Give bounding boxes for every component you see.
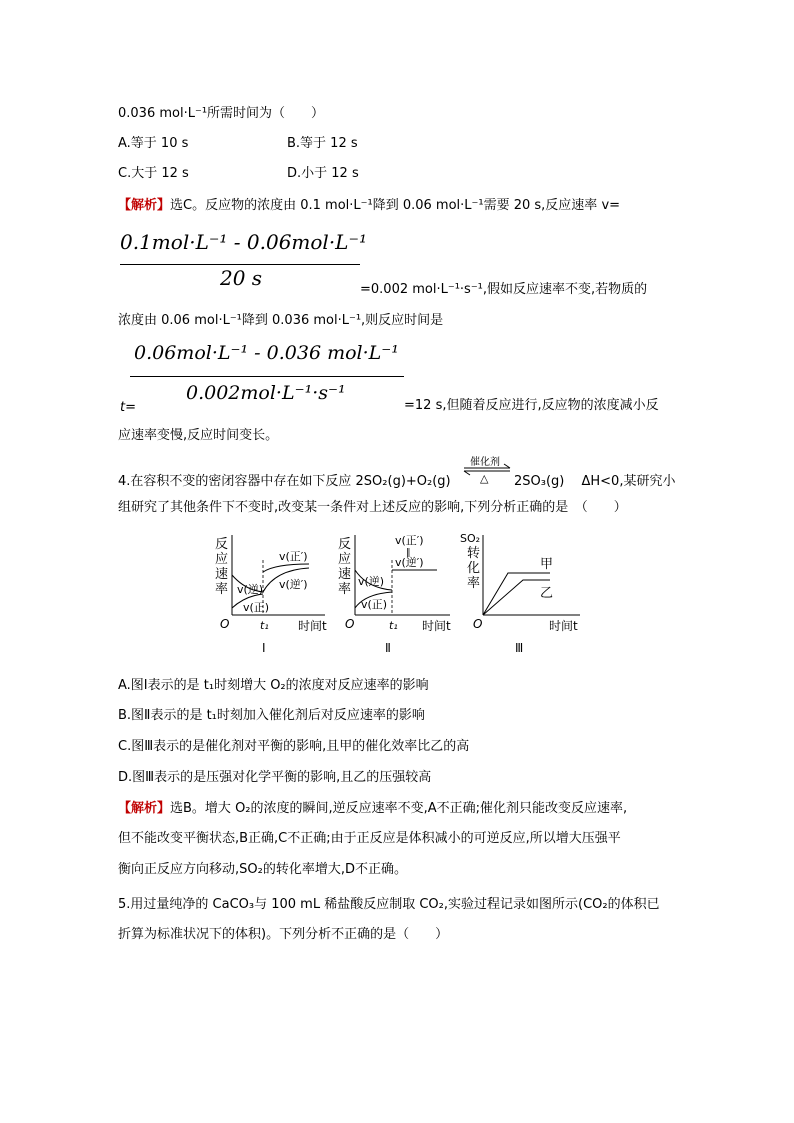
reversible-arrow bbox=[462, 453, 514, 493]
g1-v-fwd2: v(正′) bbox=[279, 550, 308, 563]
q4-option-d: D.图Ⅲ表示的是压强对化学平衡的影响,且乙的压强较高 bbox=[118, 770, 432, 785]
g1-v-rev2: v(逆′) bbox=[279, 578, 308, 591]
graph-2 bbox=[338, 534, 451, 655]
g2-eq: ‖ bbox=[406, 548, 411, 558]
g2-v-rev: v(逆) bbox=[358, 575, 385, 588]
q5-stem-line1: 5.用过量纯净的 CaCO₃与 100 mL 稀盐酸反应制取 CO₂,实验过程记录如图所示(CO₂的体积已 bbox=[118, 897, 660, 912]
q3-analysis-line5: 应速率变慢,反应时间变长。 bbox=[118, 428, 279, 443]
g1-fwd2-curve bbox=[263, 564, 309, 572]
g1-ylabel-1: 应 bbox=[215, 552, 229, 567]
q4-option-c: C.图Ⅲ表示的是催化剂对平衡的影响,且甲的催化效率比乙的高 bbox=[118, 739, 470, 754]
g2-roman: Ⅱ bbox=[385, 641, 391, 655]
fraction2-bar bbox=[130, 376, 404, 377]
fraction2-numerator: 0.06mol·L⁻¹ - 0.036 mol·L⁻¹ bbox=[134, 342, 399, 364]
g3-yi: 乙 bbox=[540, 586, 554, 601]
q3-option-a: A.等于 10 s bbox=[118, 136, 189, 151]
fraction2-denominator: 0.002mol·L⁻¹·s⁻¹ bbox=[186, 382, 346, 404]
g3-jia: 甲 bbox=[540, 557, 554, 572]
q3-stem-tail: 0.036 mol·L⁻¹所需时间为（ ） bbox=[118, 106, 325, 121]
q3-analysis-text1: 选C。反应物的浓度由 0.1 mol·L⁻¹降到 0.06 mol·L⁻¹需要 20 s,反应速率 v= bbox=[170, 198, 621, 213]
g3-roman: Ⅲ bbox=[515, 641, 524, 655]
q4-figures bbox=[205, 530, 605, 660]
t-equals-label: t= bbox=[120, 400, 136, 415]
q4-option-a: A.图Ⅰ表示的是 t₁时刻增大 O₂的浓度对反应速率的影响 bbox=[118, 678, 429, 693]
g2-t1: t₁ bbox=[389, 619, 398, 632]
q3-option-b: B.等于 12 s bbox=[287, 136, 358, 151]
analysis-tag: 【解析】 bbox=[118, 801, 171, 816]
analysis-tag: 【解析】 bbox=[118, 198, 171, 213]
g1-v-rev: v(逆) bbox=[237, 583, 264, 596]
g3-ylabel-top: SO₂ bbox=[460, 532, 481, 545]
g1-ylabel-2: 速 bbox=[215, 567, 229, 582]
q3-analysis-text2: =0.002 mol·L⁻¹·s⁻¹,假如反应速率不变,若物质的 bbox=[360, 282, 648, 297]
graph-3 bbox=[460, 532, 580, 655]
g2-ylabel-0: 反 bbox=[338, 537, 352, 552]
q3-option-d: D.小于 12 s bbox=[287, 166, 359, 181]
q3-option-c: C.大于 12 s bbox=[118, 166, 189, 181]
q4-stem-line1 bbox=[118, 472, 451, 492]
q3-analysis-line1 bbox=[118, 196, 620, 216]
g2-ylabel-3: 率 bbox=[338, 582, 352, 597]
q4-stem-pre: 4.在容积不变的密闭容器中存在如下反应 2SO₂(g)+O₂(g) bbox=[118, 474, 451, 489]
g2-ylabel-2: 速 bbox=[338, 567, 352, 582]
catalyst-label: 催化剂 bbox=[470, 457, 500, 468]
g1-ylabel-0: 反 bbox=[215, 537, 229, 552]
g2-origin: O bbox=[345, 617, 355, 631]
q4-stem-line2: 组研究了其他条件下不变时,改变某一条件对上述反应的影响,下列分析正确的是 （ ） bbox=[118, 500, 627, 515]
q4-analysis-line2: 但不能改变平衡状态,B正确,C不正确;由于正反应是体积减小的可逆反应,所以增大压强平 bbox=[118, 831, 621, 846]
g1-t1: t₁ bbox=[260, 619, 269, 632]
graph-1 bbox=[215, 535, 327, 655]
fraction1-numerator: 0.1mol·L⁻¹ - 0.06mol·L⁻¹ bbox=[120, 230, 368, 254]
g1-ylabel-3: 率 bbox=[215, 582, 229, 597]
q4-analysis-line1 bbox=[118, 799, 627, 819]
g1-origin: O bbox=[220, 617, 230, 631]
g2-v-fwd: v(正) bbox=[361, 598, 388, 611]
q4-analysis-line3: 衡向正反应方向移动,SO₂的转化率增大,D不正确。 bbox=[118, 862, 407, 877]
g2-v-top: v(正′) bbox=[395, 534, 424, 547]
g1-xlabel: 时间t bbox=[298, 619, 327, 633]
g2-ylabel-1: 应 bbox=[338, 552, 352, 567]
heat-symbol: △ bbox=[480, 472, 489, 485]
g3-ylabel-0: 转 bbox=[467, 546, 481, 561]
q5-stem-line2: 折算为标准状况下的体积)。下列分析不正确的是（ ） bbox=[118, 927, 449, 942]
g1-roman: Ⅰ bbox=[262, 641, 266, 655]
q3-analysis-text4: =12 s,但随着反应进行,反应物的浓度减小反 bbox=[404, 398, 659, 413]
g3-ylabel-2: 率 bbox=[467, 576, 481, 591]
q3-analysis-line3: 浓度由 0.06 mol·L⁻¹降到 0.036 mol·L⁻¹,则反应时间是 bbox=[118, 313, 444, 328]
g3-ylabel-1: 化 bbox=[467, 561, 481, 576]
g3-xlabel: 时间t bbox=[549, 619, 578, 633]
fraction1-denominator: 20 s bbox=[220, 266, 263, 290]
g1-v-fwd: v(正) bbox=[243, 601, 270, 614]
q4-stem-post: 2SO₃(g) ΔH<0,某研究小 bbox=[514, 474, 676, 489]
g3-origin: O bbox=[473, 617, 483, 631]
g2-xlabel: 时间t bbox=[422, 619, 451, 633]
q4-option-b: B.图Ⅱ表示的是 t₁时刻加入催化剂后对反应速率的影响 bbox=[118, 708, 425, 723]
fraction1-bar bbox=[120, 264, 360, 265]
g2-v-top2: v(逆′) bbox=[395, 556, 424, 569]
q4-analysis-text1: 选B。增大 O₂的浓度的瞬间,逆反应速率不变,A不正确;催化剂只能改变反应速率, bbox=[170, 801, 628, 816]
